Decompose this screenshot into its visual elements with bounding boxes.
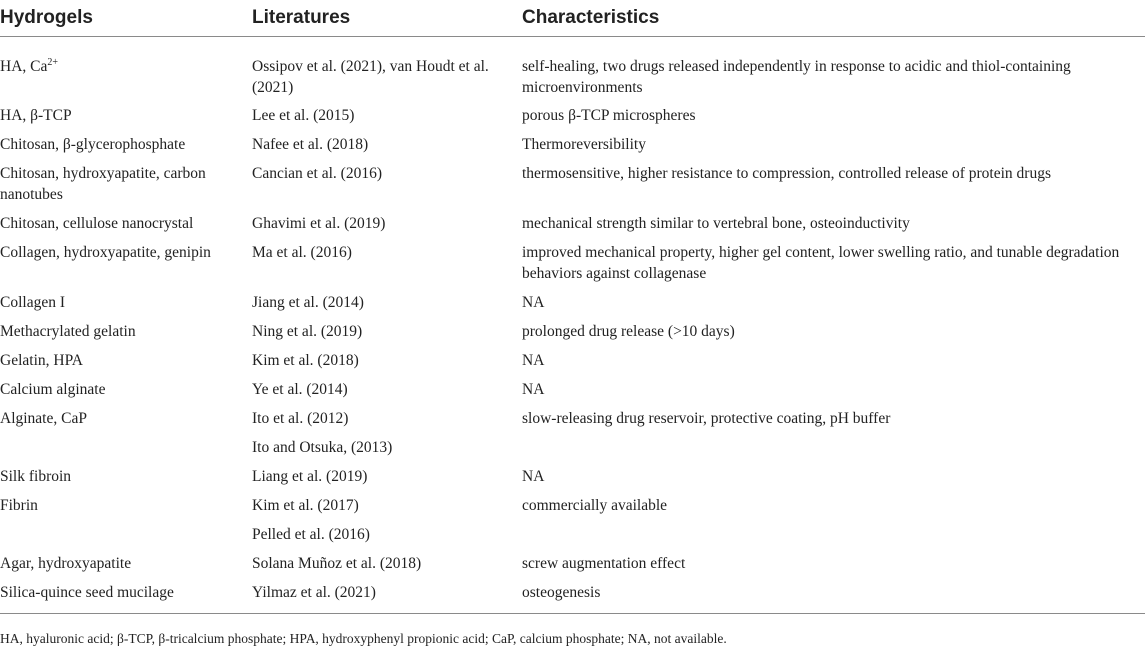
table-footnote: HA, hyaluronic acid; β-TCP, β-tricalcium phosphate; HPA, hydroxyphenyl propionic acid; CaP, calcium phosphate; NA, not available.: [0, 631, 727, 646]
literature-cell: Ghavimi et al. (2019): [252, 215, 386, 232]
table-row: [0, 401, 1145, 430]
hydrogel-cell: Chitosan, β-glycerophosphate: [0, 136, 186, 153]
superscript: 2+: [47, 57, 58, 68]
hydrogel-cell: Methacrylated gelatin: [0, 323, 136, 340]
table-header: [0, 0, 1145, 37]
table-row: [0, 372, 1145, 401]
hydrogel-cell: Collagen I: [0, 294, 65, 311]
characteristic-cell: [522, 430, 1145, 459]
hydrogel-cell: Fibrin: [0, 497, 38, 514]
hydrogel-cell: Chitosan, cellulose nanocrystal: [0, 215, 194, 232]
table-row: [0, 575, 1145, 614]
table-row: [0, 285, 1145, 314]
hydrogel-cell: [0, 430, 250, 459]
table-row: [0, 459, 1145, 488]
hydrogel-cell: Gelatin, HPA: [0, 352, 83, 369]
characteristic-cell: NA: [522, 468, 545, 485]
hydrogel-cell: Alginate, CaP: [0, 410, 87, 427]
hydrogel-cell: Silk fibroin: [0, 468, 72, 485]
characteristic-cell: prolonged drug release (>10 days): [522, 323, 735, 340]
table-row: [0, 314, 1145, 343]
characteristic-cell: NA: [522, 381, 545, 398]
characteristic-cell: thermosensitive, higher resistance to compression, controlled release of protein drugs: [522, 165, 1051, 182]
hydrogel-cell: [0, 37, 250, 99]
header-literatures: Literatures: [250, 0, 522, 37]
table-row: [0, 517, 1145, 546]
characteristic-cell: NA: [522, 352, 545, 369]
characteristic-cell: screw augmentation effect: [522, 555, 686, 572]
hydrogel-cell: HA, β-TCP: [0, 107, 72, 124]
table-row: [0, 343, 1145, 372]
characteristic-cell: [522, 517, 1145, 546]
hydrogel-cell: Calcium alginate: [0, 381, 106, 398]
literature-cell: Ning et al. (2019): [252, 323, 363, 340]
literature-cell: Ito and Otsuka, (2013): [252, 439, 393, 456]
characteristic-cell: commercially available: [522, 497, 668, 514]
literature-cell: Yilmaz et al. (2021): [250, 575, 522, 614]
literature-cell: Kim et al. (2018): [252, 352, 359, 369]
table-row: [0, 430, 1145, 459]
table-row: [0, 127, 1145, 156]
literature-cell: Liang et al. (2019): [252, 468, 368, 485]
literature-cell: Cancian et al. (2016): [252, 165, 382, 182]
characteristic-cell: slow-releasing drug reservoir, protective coating, pH buffer: [522, 410, 891, 427]
table-row: [0, 206, 1145, 235]
header-row: [0, 0, 1145, 37]
literature-cell: Ma et al. (2016): [252, 244, 352, 261]
header-characteristics: Characteristics: [522, 0, 1145, 37]
hydrogel-cell: [0, 517, 250, 546]
literature-cell: Lee et al. (2015): [252, 107, 355, 124]
characteristic-cell: Thermoreversibility: [522, 136, 646, 153]
hydrogel-cell: Chitosan, hydroxyapatite, carbon nanotubes: [0, 165, 206, 203]
characteristic-cell: porous β-TCP microspheres: [522, 107, 696, 124]
characteristic-cell: NA: [522, 294, 545, 311]
literature-cell: Ye et al. (2014): [252, 381, 348, 398]
characteristic-cell: improved mechanical property, higher gel content, lower swelling ratio, and tunable degradation behaviors against collagenase: [522, 244, 1120, 282]
header-hydrogels: Hydrogels: [0, 0, 250, 37]
characteristic-cell: mechanical strength similar to vertebral bone, osteoinductivity: [522, 215, 910, 232]
literature-cell: Pelled et al. (2016): [252, 526, 370, 543]
hydrogel-cell: Collagen, hydroxyapatite, genipin: [0, 244, 211, 261]
literature-cell: Solana Muñoz et al. (2018): [252, 555, 422, 572]
literature-cell: Ito et al. (2012): [252, 410, 349, 427]
table-row: [0, 488, 1145, 517]
hydrogel-cell: Silica-quince seed mucilage: [0, 575, 250, 614]
hydrogel-text: HA, Ca: [0, 58, 48, 75]
hydrogel-cell: Agar, hydroxyapatite: [0, 555, 132, 572]
table-row: [0, 156, 1145, 206]
table-row: [0, 37, 1145, 99]
literature-cell: Nafee et al. (2018): [252, 136, 369, 153]
characteristic-cell: osteogenesis: [522, 575, 1145, 614]
characteristic-cell: self-healing, two drugs released independently in response to acidic and thiol-containing microenvironments: [522, 58, 1071, 96]
table-row: [0, 546, 1145, 575]
table-row: [0, 235, 1145, 285]
literature-cell: Jiang et al. (2014): [252, 294, 364, 311]
table-body: [0, 37, 1145, 614]
literature-cell: Ossipov et al. (2021), van Houdt et al. (2021): [252, 58, 489, 96]
literature-cell: Kim et al. (2017): [252, 497, 359, 514]
table-row: [0, 98, 1145, 127]
